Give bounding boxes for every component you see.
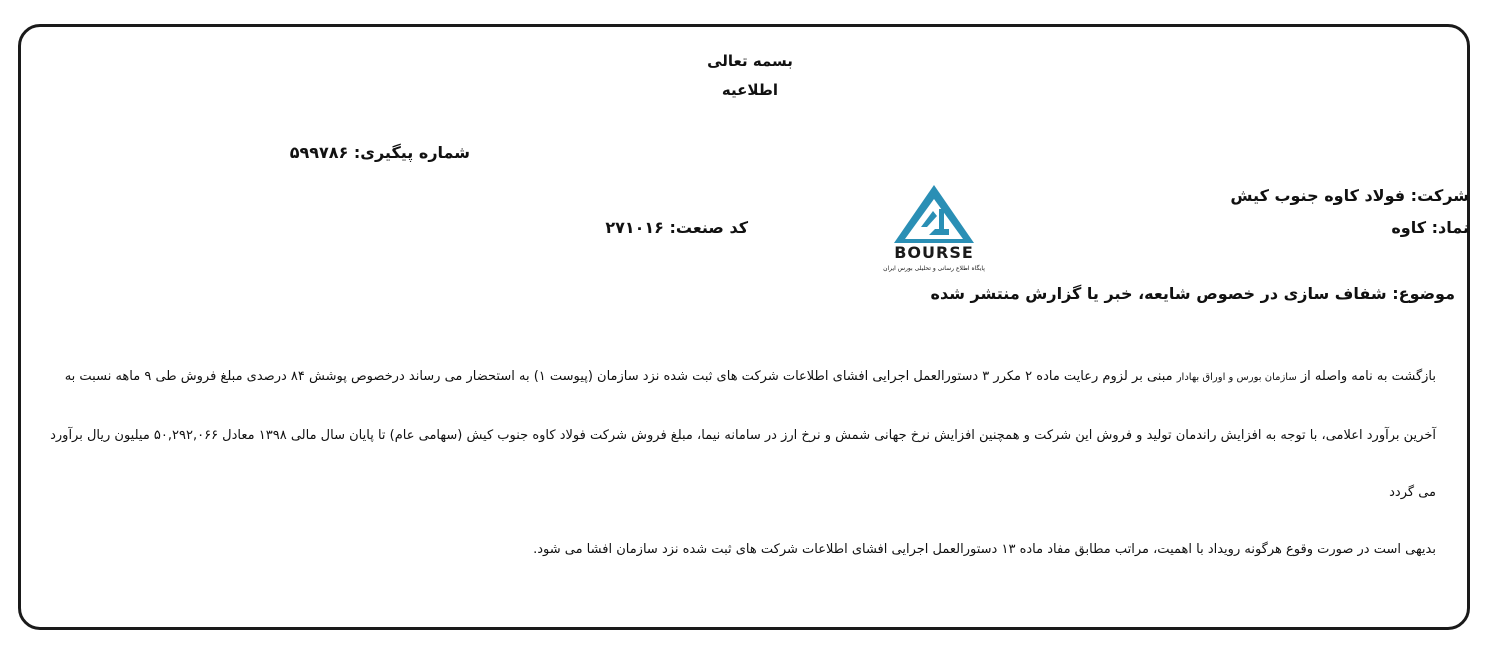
logo-brand-text: BOURSE (894, 243, 974, 262)
basmala-heading: بسمه تعالی (707, 52, 793, 70)
bourse-logo (877, 183, 991, 275)
industry-code-value: ۲۷۱۰۱۶ (605, 218, 664, 237)
company-line (1230, 186, 1469, 205)
tracking-number (280, 143, 470, 162)
p1-start: بازگشت به نامه واصله از (1296, 369, 1436, 384)
body-paragraph-4: بدیهی است در صورت وقوع هرگونه رویداد با اهمیت، مراتب مطابق مفاد ماده ۱۳ دستورالعمل اجرایی افشای اطلاعات شرکت های ثبت شده نزد سازمان افشا می شود. (533, 542, 1436, 557)
company-name: فولاد کاوه جنوب کیش (1230, 186, 1406, 205)
bourse-logo-icon (877, 183, 991, 275)
industry-code-label: کد صنعت: (669, 218, 748, 237)
symbol-label: نماد: (1431, 218, 1469, 237)
symbol-line (1391, 218, 1469, 237)
body-paragraph-3: می گردد (1389, 485, 1436, 500)
p1-organization: سازمان بورس و اوراق بهادار (1176, 372, 1297, 383)
notice-heading: اطلاعیه (721, 81, 779, 99)
tracking-label: شماره پیگیری: (353, 143, 470, 162)
body-paragraph-2: آخرین برآورد اعلامی، با توجه به افزایش راندمان تولید و فروش این شرکت و همچنین افزایش نرخ جهانی شمش و نرخ ارز در سامانه نیما، مبلغ فروش شرکت فولاد کاوه جنوب کیش (سهامی عام) تا پایان سال مالی ۱۳۹۸ معادل ۵۰,۲۹۲,۰۶۶ میلیون ریال برآورد (50, 428, 1436, 443)
document-frame (18, 24, 1470, 630)
symbol-value: کاوه (1391, 218, 1427, 237)
company-label: شرکت: (1410, 186, 1469, 205)
industry-code (600, 218, 748, 237)
subject-line (931, 284, 1455, 303)
subject-label: موضوع: (1392, 284, 1455, 303)
logo-caption: پایگاه اطلاع رسانی و تحلیلی بورس ایران (883, 265, 985, 272)
p1-end: مبنی بر لزوم رعایت ماده ۲ مکرر ۳ دستورالعمل اجرایی افشای اطلاعات شرکت های ثبت شده نزد سازمان (پیوست ۱) به استحضار می رساند درخصوص پوشش ۸۴ درصدی مبلغ فروش طی ۹ ماهه نسبت به (64, 369, 1177, 384)
body-paragraph-1 (65, 369, 1436, 384)
subject-text: شفاف سازی در خصوص شایعه، خبر یا گزارش منتشر شده (930, 284, 1387, 303)
tracking-value: ۵۹۹۷۸۶ (289, 143, 349, 162)
